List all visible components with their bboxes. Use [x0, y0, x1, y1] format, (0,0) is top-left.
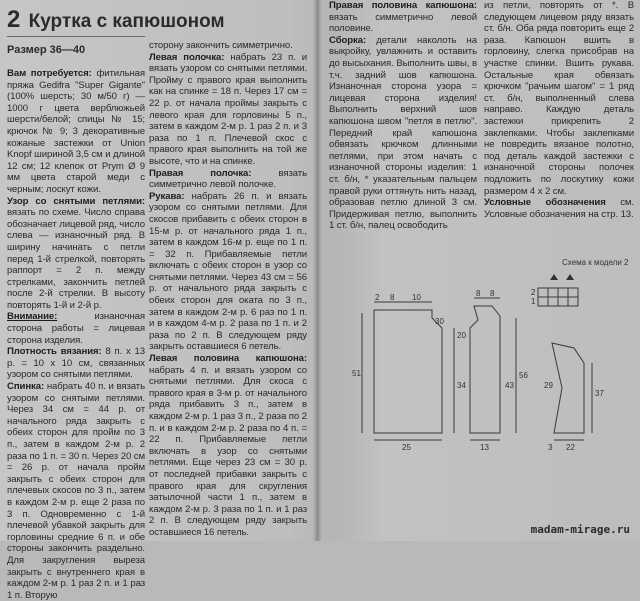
paragraph — [7, 381, 145, 601]
paragraph-heading: Правая полочка: — [149, 167, 252, 179]
paragraph — [484, 0, 634, 197]
paragraph-body: сторону закончить симметрично. — [149, 40, 293, 51]
paragraph — [329, 0, 477, 35]
paragraph-body: набрать 26 п. и вязать узором со снятыми петлями. Для скосов прибавить с обеих сторон в 15-м р. от начального ряда 1 п., затем в каждом 16-м р. еще по 1 п. = 32 п. Прибавляемые петли включать с обеих сторон в узор со снятыми петлями. Через 43 см = 56 р. от начального ряда закрыть с обеих сторон для оката по 3 п., затем в каждом 2-м р. 6 раз по 1 п. и в каждом 4-м р. 2 раза по 1 п. и 2 раза по 2 п. В следующем ряду закрыть оставшиеся 6 петель. — [149, 190, 307, 353]
paragraph-body: набрать 4 п. и вязать узором со снятыми петлями. Для скоса с правого края в 3-м р. от начального ряда прибавить 3 п., затем в каждом 2-м р. 1 раз 3 п., 2 раза по 2 п. и в каждом 2-м р. 2 раза по 4 п. = 22 п. Прибавляемые петли включать в узор со снятыми петлями. Еще через 23 см = 30 р. от последней прибавки закрыть с правого края для скругления затылочной части 1 п., затем в каждом 2-м р. 3 раза по 1 п. и 1 раз 2 п. В следующем ряду закрыть оставшиеся 16 петель. — [149, 364, 307, 538]
dim-back-3: 10 — [412, 293, 421, 302]
paragraph-heading: Сборка: — [329, 34, 367, 46]
paragraph — [329, 35, 477, 232]
legend-row-2: 2 — [531, 288, 536, 297]
dim-side-3: 29 — [544, 381, 553, 390]
diagram-title-1: Схема к модели 2 — [562, 258, 629, 267]
hood-piece-outline — [552, 343, 584, 433]
paragraph-body: вязать по схеме. Число справа обозначает лицевой ряд, число слева — изнаночный ряд. В ширину начинать с петли перед 1-й стрелкой, повторять раппорт = 2 п. между стрелками, закончить петлей после 2-й стрелки. В высоту повторять 1-й и 2-й р. — [7, 207, 145, 311]
dim-front-4: 43 — [505, 381, 514, 390]
paragraph — [7, 196, 145, 312]
paragraph-body: фитильная пряжа Gedifra "Super Gigante" (100% шерсть; 30 м/50 г) — 1000 г цвета верблюжьей шерсти/белой; спицы № 15; крючок № 9; 3 декоративные кожаные застежки от Union Knopf шириной 3,5 см и длиной 12 см; 12 клепок от Prym Ø 9 мм цвета старой меди с черным; лоскут кожи. — [7, 68, 145, 195]
paragraph-body: см. Условные обозначения на стр. 13. — [484, 197, 634, 220]
text-column-3 — [329, 0, 477, 232]
dim-back-5: 34 — [457, 381, 466, 390]
paragraph-heading: Рукава: — [149, 190, 185, 202]
paragraph-heading: Левая половина капюшона: — [149, 353, 307, 365]
text-column-1 — [7, 68, 145, 601]
front-piece-outline — [470, 306, 500, 433]
legend-row-1: 1 — [531, 297, 536, 306]
paragraph-heading: Спинка: — [7, 381, 45, 393]
paragraph-heading: Вам потребуется: — [7, 68, 92, 79]
dim-back-8: 25 — [402, 443, 411, 452]
schematic-svg — [322, 238, 640, 528]
dim-front-3: 13 — [480, 443, 489, 452]
dim-front-2: 8 — [490, 289, 495, 298]
pattern-diagram — [322, 238, 640, 528]
dim-back-6: 20 — [457, 331, 466, 340]
paragraph — [149, 191, 307, 353]
size-line: Размер 36—40 — [7, 44, 86, 56]
legend-arrows — [550, 274, 574, 280]
paragraph-body: изнаночная сторона работы = лицевая сторона изделия. — [7, 311, 145, 346]
page-title — [7, 6, 307, 36]
back-piece-outline — [374, 310, 442, 433]
paragraph-heading: Правая половина капюшона: — [329, 0, 477, 11]
title-text: Куртка с капюшоном — [28, 11, 225, 32]
dim-back-2: 8 — [390, 293, 395, 302]
paragraph-body: детали наколоть на выкройку, увлажнить и оставить до высыхания. Выполнить швы, в т.ч. задний шов капюшона. Изнаночная сторона узора = лицевая сторона изделия! Выполнить верхний шов капюшона швом "петля в петлю". Передний край капюшона обвязать крючком длинными петлями, при этом начать с изнаночной стороны изделия: 1 ст. б/н, * указательным пальцем правой руки оттянуть нить назад, образовав петлю длиной 3 см. Придерживая петлю, выполнить 1 ст. б/н, палец освободить — [329, 34, 477, 232]
paragraph-body: из петли, повторять от *. В следующем лицевом ряду вязать ст. б/н. Оба ряда повторить еще 2 раза. Капюшон вшить в горловину, слегка присобрав на участке спинки. Вшить рукава. Остальные края обвязать крючком "рачьим шагом" = 1 ряд ст. б/н, выполненный слева направо. Каждую деталь застежки прикрепить 2 заклепками. Чтобы заклепками не повредить вязаное полотно, под деталь каждой застежки с изнаночной стороны полочек подложить по лоскутику кожи размером 4 х 2 см. — [484, 0, 634, 197]
dim-back-4: 51 — [352, 369, 361, 378]
paragraph — [484, 197, 634, 220]
dim-front-6: 37 — [595, 389, 604, 398]
dim-front-5: 56 — [519, 371, 528, 380]
paragraph — [149, 40, 307, 52]
title-divider — [7, 36, 145, 37]
paragraph-body: вязать симметрично левой половине. — [329, 11, 477, 35]
paragraph-body: вязать симметрично левой полочке. — [149, 167, 307, 191]
paragraph — [149, 353, 307, 539]
paragraph-heading: Условные обозначения — [484, 197, 606, 209]
site-watermark: madam-mirage.ru — [530, 523, 630, 536]
dim-side-1: 3 — [548, 443, 553, 452]
dim-back-1: 2 — [375, 293, 380, 302]
dim-side-2: 22 — [566, 443, 575, 452]
title-number: 2 — [7, 6, 21, 33]
paragraph-body: набрать 23 п. и вязать узором со снятыми петлями. Пройму с правого края выполнить как на спинке = 18 п. Через 17 см = 22 р. от начала проймы закрыть с левого края для горловины 5 п., затем в каждом 2-м р. 1 раз 2 п. и 3 раза по 1 п. Плечевой скос с правого края выполнить на той же высоте, что и на спинке. — [149, 51, 307, 167]
paragraph — [149, 168, 307, 191]
paragraph — [7, 311, 145, 346]
paragraph-heading: Внимание: — [7, 311, 58, 323]
paragraph-heading: Левая полочка: — [149, 51, 225, 63]
dim-front-1: 8 — [476, 289, 481, 298]
paragraph-heading: Узор со снятыми петлями: — [7, 195, 145, 207]
paragraph — [149, 52, 307, 168]
paragraph — [7, 68, 145, 196]
dim-back-7: 30 — [435, 317, 444, 326]
paragraph — [7, 346, 145, 381]
page-spine — [313, 0, 322, 541]
text-column-2 — [149, 40, 307, 539]
text-column-4 — [484, 0, 634, 220]
paragraph-heading: Плотность вязания: — [7, 346, 102, 358]
paragraph-body: 8 п. х 13 р. = 10 х 10 см, связанных узором со снятыми петлями. — [7, 346, 145, 381]
paragraph-body: набрать 40 п. и вязать узором со снятыми петлями. Через 34 см = 44 р. от начального ряда закрыть с обеих сторон для пройм по 3 п., затем в каждом 2-м р. 2 раза по 1 п. = 30 п. Через 20 см = 26 р. от начала пройм закрыть с обеих сторон для плечевых скосов по 3 п., затем в каждом 2-м р. еще 2 раза по 3 п. Одновременно с 1-й плечевой убавкой закрыть для горловины средние 6 п. и обе стороны закончить раздельно. Для закругления выреза закрыть с внутреннего края в каждом 2-м р. 1 раз 2 п. и 1 раз 1 п. Вторую — [7, 381, 145, 601]
